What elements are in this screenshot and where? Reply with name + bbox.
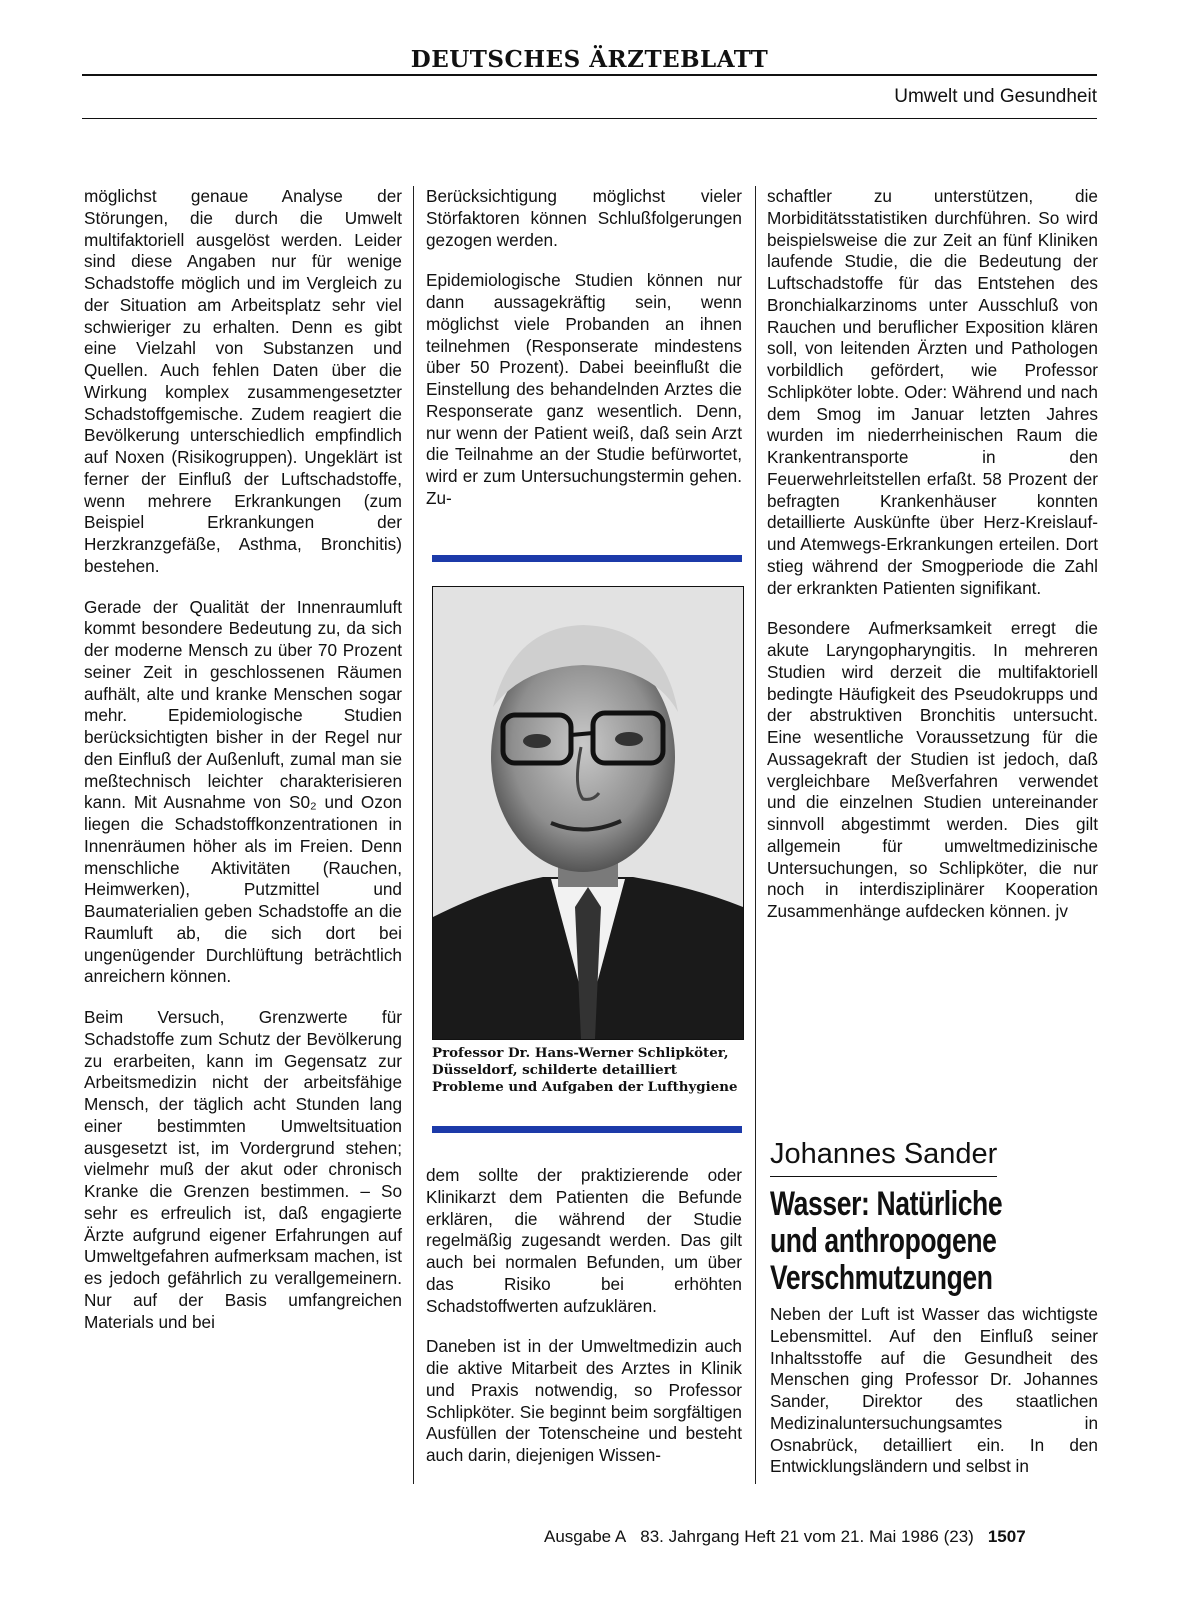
paragraph: dem sollte der praktizierende oder Klinikarzt dem Patienten die Befunde erklären, die während der Studie regelmäßig zugesandt werden. Das gilt auch bei normalen Befunden, um über das Risiko bei erhöhten Schadstoffwerten aufzuklären. bbox=[426, 1165, 742, 1316]
photo-bottom-bar bbox=[432, 1126, 742, 1133]
portrait-photo bbox=[432, 586, 744, 1040]
paragraph: Beim Versuch, Grenzwerte für Schadstoffe zum Schutz der Bevölkerung zu erarbeiten, kann im Gegensatz zur Arbeitsmedizin nicht der arbeitsfähige Mensch, der täglich acht Stunden lang einer bestimmten Umweltsituation ausgesetzt ist, im Vordergrund stehen; vielmehr muß der akut oder chronisch Kranke die Grenzen bestimmen. – So sehr es erfreulich ist, daß engagierte Ärzte aufgrund eigener Erfahrungen auf Umweltgefahren aufmerksam machen, ist es jedoch gefährlich zu verallgemeinern. Nur auf der Basis umfangreichen Materials und bei bbox=[84, 1007, 402, 1332]
masthead-rule bbox=[82, 74, 1097, 76]
section-rule bbox=[82, 118, 1097, 119]
column-3 bbox=[767, 186, 1098, 923]
section-title: Umwelt und Gesundheit bbox=[894, 86, 1097, 107]
article-headline: Wasser: Natürliche und anthropogene Verschmutzungen bbox=[770, 1185, 1003, 1297]
paragraph: Neben der Luft ist Wasser das wichtigste Lebensmittel. Auf den Einfluß seiner Inhaltsstoffe auf die Gesundheit des Menschen ging Professor Dr. Johannes Sander, Direktor des staatlichen Medizinaluntersuchungsamtes in Osnabrück, detailliert ein. In den Entwicklungsländern und selbst in bbox=[770, 1304, 1098, 1477]
paragraph: Epidemiologische Studien können nur dann aussagekräftig sein, wenn möglichst viele Probanden an ihnen teilnehmen (Responserate mindestens über 50 Prozent). Dabei beeinflußt die Einstellung des behandelnden Arztes die Responserate ganz wesentlich. Denn, nur wenn der Patient weiß, daß sein Arzt die Teilnahme an der Studie befürwortet, wird er zum Untersuchungstermin gehen. Zu- bbox=[426, 270, 742, 508]
photo-top-bar bbox=[432, 555, 742, 562]
column-2-top bbox=[426, 186, 742, 510]
paragraph: Gerade der Qualität der Innenraumluft kommt besondere Bedeutung zu, da sich der moderne Mensch zu über 70 Prozent seiner Zeit in geschlossenen Räumen aufhält, alte und kranke Menschen sogar mehr. Epidemiologische Studien berücksichtigten bisher in der Regel nur den Einfluß der Außenluft, zumal man sie meßtechnisch leichter charakterisieren kann. Mit Ausnahme von S0₂ und Ozon liegen die Schadstoffkonzentrationen in Innenräumen höher als im Freien. Denn menschliche Aktivitäten (Rauchen, Heimwerken), Putzmittel und Baumaterialien geben Schadstoffe an die Raumluft ab, die sich dort bei ungenügender Durchlüftung beträchtlich anreichern können. bbox=[84, 596, 402, 987]
column-divider bbox=[413, 186, 414, 1484]
portrait-illustration bbox=[433, 587, 743, 1039]
masthead: DEUTSCHES ÄRZTEBLATT bbox=[410, 46, 769, 73]
photo-caption: Professor Dr. Hans-Werner Schlipköter, Düsseldorf, schilderte detailliert Probleme und Aufgaben der Lufthygiene bbox=[432, 1045, 738, 1095]
paragraph: Berücksichtigung möglichst vieler Störfaktoren können Schlußfolgerungen gezogen werden. bbox=[426, 186, 742, 250]
footer-issue: 83. Jahrgang Heft 21 vom 21. Mai 1986 (23) bbox=[640, 1527, 974, 1546]
column-divider bbox=[755, 186, 756, 1484]
paragraph: Daneben ist in der Umweltmedizin auch die aktive Mitarbeit des Arztes in Klinik und Praxis notwendig, so Professor Schlipköter. Sie beginnt beim sorgfältigen Ausfüllen der Totenscheine und besteht auch darin, diejenigen Wissen- bbox=[426, 1336, 742, 1465]
column-2-bottom bbox=[426, 1165, 742, 1467]
article-2-body bbox=[770, 1304, 1098, 1478]
paragraph: möglichst genaue Analyse der Störungen, die durch die Umwelt multifaktoriell ausgelöst werden. Leider sind diese Angaben nur für wenige Schadstoffe möglich und im Vergleich zu der Situation am Arbeitsplatz sehr viel schwieriger zu erhalten. Denn es gibt eine Vielzahl von Substanzen und Quellen. Auch fehlen Daten über die Wirkung komplex zusammengesetzter Schadstoffgemische. Zudem reagiert die Bevölkerung unterschiedlich empfindlich auf Noxen (Risikogruppen). Ungeklärt ist ferner der Einfluß der Luftschadstoffe, wenn mehrere Erkrankungen (zum Beispiel Erkrankungen der Herzkranzgefäße, Asthma, Bronchitis) bestehen. bbox=[84, 186, 402, 576]
paragraph: Besondere Aufmerksamkeit erregt die akute Laryngopharyngitis. In mehreren Studien wird derzeit die multifaktoriell bedingte Häufigkeit des Pseudokrupps und der abstruktiven Bronchitis untersucht. Eine wesentliche Voraussetzung für die Aussagekraft der Studien ist jedoch, daß vergleichbare Meßverfahren verwendet und die einzelnen Studien untereinander sinnvoll abgestimmt werden. Dies gilt allgemein für umweltmedizinische Untersuchungen, so Schlipköter, die nur noch in interdisziplinärer Kooperation Zusammenhänge aufdecken können. jv bbox=[767, 618, 1098, 921]
column-1 bbox=[84, 186, 402, 1333]
author-rule bbox=[770, 1176, 997, 1177]
page-footer bbox=[544, 1527, 1026, 1547]
page-number: 1507 bbox=[987, 1527, 1026, 1546]
article-author: Johannes Sander bbox=[770, 1138, 998, 1170]
footer-edition: Ausgabe A bbox=[544, 1527, 627, 1546]
paragraph: schaftler zu unterstützen, die Morbiditätsstatistiken durchführen. So wird beispielsweise die zur Zeit an fünf Kliniken laufende Studie, die die Bedeutung der Luftschadstoffe für das Entstehen des Bronchialkarzinoms unter Ausschluß von Rauchen und beruflicher Exposition klären soll, von leitenden Ärzten und Pathologen vorbildlich gefördert, wie Professor Schlipköter lobte. Oder: Während und nach dem Smog im Januar letzten Jahres wurden im niederrheinischen Raum die Krankentransporte in den Feuerwehrleitstellen erfaßt. 58 Prozent der befragten Krankenhäuser konnten detaillierte Auskünfte über Herz-Kreislauf- und Atemwegs-Erkrankungen erteilen. Dort stieg während der Smogperiode die Zahl der erkrankten Patienten signifikant. bbox=[767, 186, 1098, 598]
